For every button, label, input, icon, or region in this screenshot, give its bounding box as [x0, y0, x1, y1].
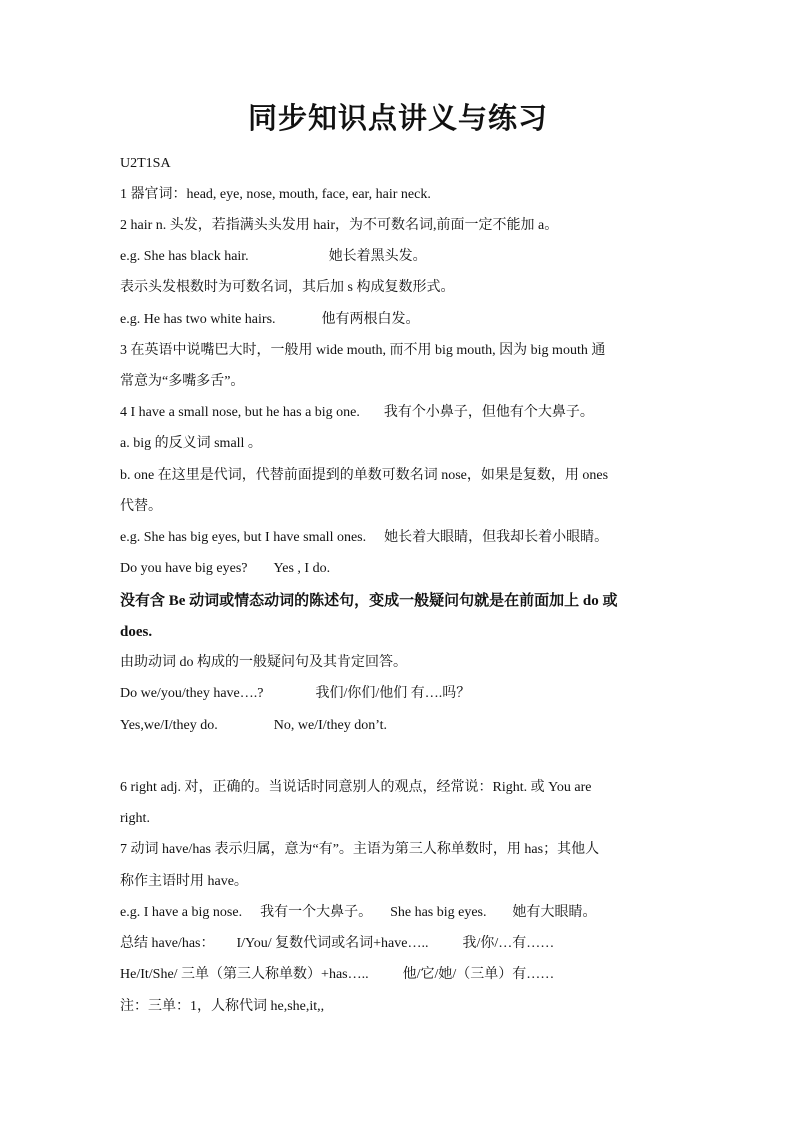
summary-pattern: He/It/She/ 三单（第三人称单数）+has…..: [120, 967, 369, 982]
document-page: [120, 0, 676, 1123]
text-line: 由助动词 do 构成的一般疑问句及其肯定回答。: [120, 655, 407, 670]
rule-line: does.: [120, 624, 153, 640]
text-line: right.: [120, 811, 150, 826]
example-chinese: 我有个小鼻子，但他有个大鼻子。: [383, 405, 594, 420]
example-line: [120, 247, 676, 267]
example-line: [120, 559, 676, 579]
text-line: 2 hair n. 头发，若指满头头发用 hair，为不可数名词,前面一定不能加 a。: [120, 218, 559, 233]
text-line: 代替。: [120, 499, 162, 514]
summary-pattern: I/You/ 复数代词或名词+have…..: [236, 936, 429, 951]
question-pattern: Do we/you/they have….?: [120, 686, 264, 701]
summary-label: 总结 have/has：: [120, 936, 215, 951]
section-code: U2T1SA: [120, 156, 171, 171]
page-title: 同步知识点讲义与练习: [247, 103, 548, 135]
example-english: 4 I have a small nose, but he has a big one.: [120, 405, 360, 420]
example-line: [120, 528, 676, 548]
example-line: [120, 403, 676, 423]
question-text: Do you have big eyes?: [120, 561, 248, 576]
example-english: e.g. I have a big nose.: [120, 905, 243, 920]
example-line: [120, 310, 676, 330]
text-line: 常意为“多嘴多舌”。: [120, 374, 245, 389]
text-line: 6 right adj. 对，正确的。当说话时同意别人的观点，经常说：Right. 或 You are: [120, 780, 592, 795]
text-line: 7 动词 have/has 表示归属，意为“有”。主语为第三人称单数时，用 has；其他人: [120, 842, 600, 857]
text-line: 3 在英语中说嘴巴大时，一般用 wide mouth, 而不用 big mouth, 因为 big mouth 通: [120, 343, 606, 358]
example-line: [120, 684, 676, 704]
example-english: e.g. He has two white hairs.: [120, 312, 276, 327]
summary-chinese: 我/你/…有……: [462, 936, 555, 951]
negative-answer: No, we/I/they don’t.: [273, 718, 388, 733]
example-line: [120, 903, 676, 923]
example-english: e.g. She has big eyes, but I have small ones.: [120, 530, 367, 545]
summary-chinese: 他/它/她/（三单）有……: [402, 967, 555, 982]
example-chinese: 她长着大眼睛，但我却长着小眼睛。: [384, 530, 609, 545]
example-chinese: 她有大眼睛。: [512, 905, 597, 920]
example-chinese: 她长着黑头发。: [328, 249, 427, 264]
text-line: 1 器官词：head, eye, nose, mouth, face, ear, hair neck.: [120, 187, 431, 202]
text-line: 表示头发根数时为可数名词，其后加 s 构成复数形式。: [120, 280, 455, 295]
text-line: a. big 的反义词 small 。: [120, 436, 262, 451]
answer-text: Yes , I do.: [273, 561, 331, 576]
question-pattern-chinese: 我们/你们/他们 有….吗？: [315, 686, 471, 701]
example-english: e.g. She has black hair.: [120, 249, 249, 264]
example-english: She has big eyes.: [390, 905, 487, 920]
example-line: [120, 716, 676, 736]
text-line: b. one 在这里是代词，代替前面提到的单数可数名词 nose，如果是复数，用 ones: [120, 468, 609, 483]
rule-line: 没有含 Be 动词或情态动词的陈述句，变成一般疑问句就是在前面加上 do 或: [120, 593, 618, 609]
summary-line: [120, 934, 676, 954]
example-chinese: 我有一个大鼻子。: [260, 905, 373, 920]
summary-line: [120, 965, 676, 985]
text-line: 称作主语时用 have。: [120, 874, 248, 889]
note-line: 注：三单：1，人称代词 he,she,it,,: [120, 999, 325, 1014]
positive-answer: Yes,we/I/they do.: [120, 718, 218, 733]
example-chinese: 他有两根白发。: [321, 312, 420, 327]
